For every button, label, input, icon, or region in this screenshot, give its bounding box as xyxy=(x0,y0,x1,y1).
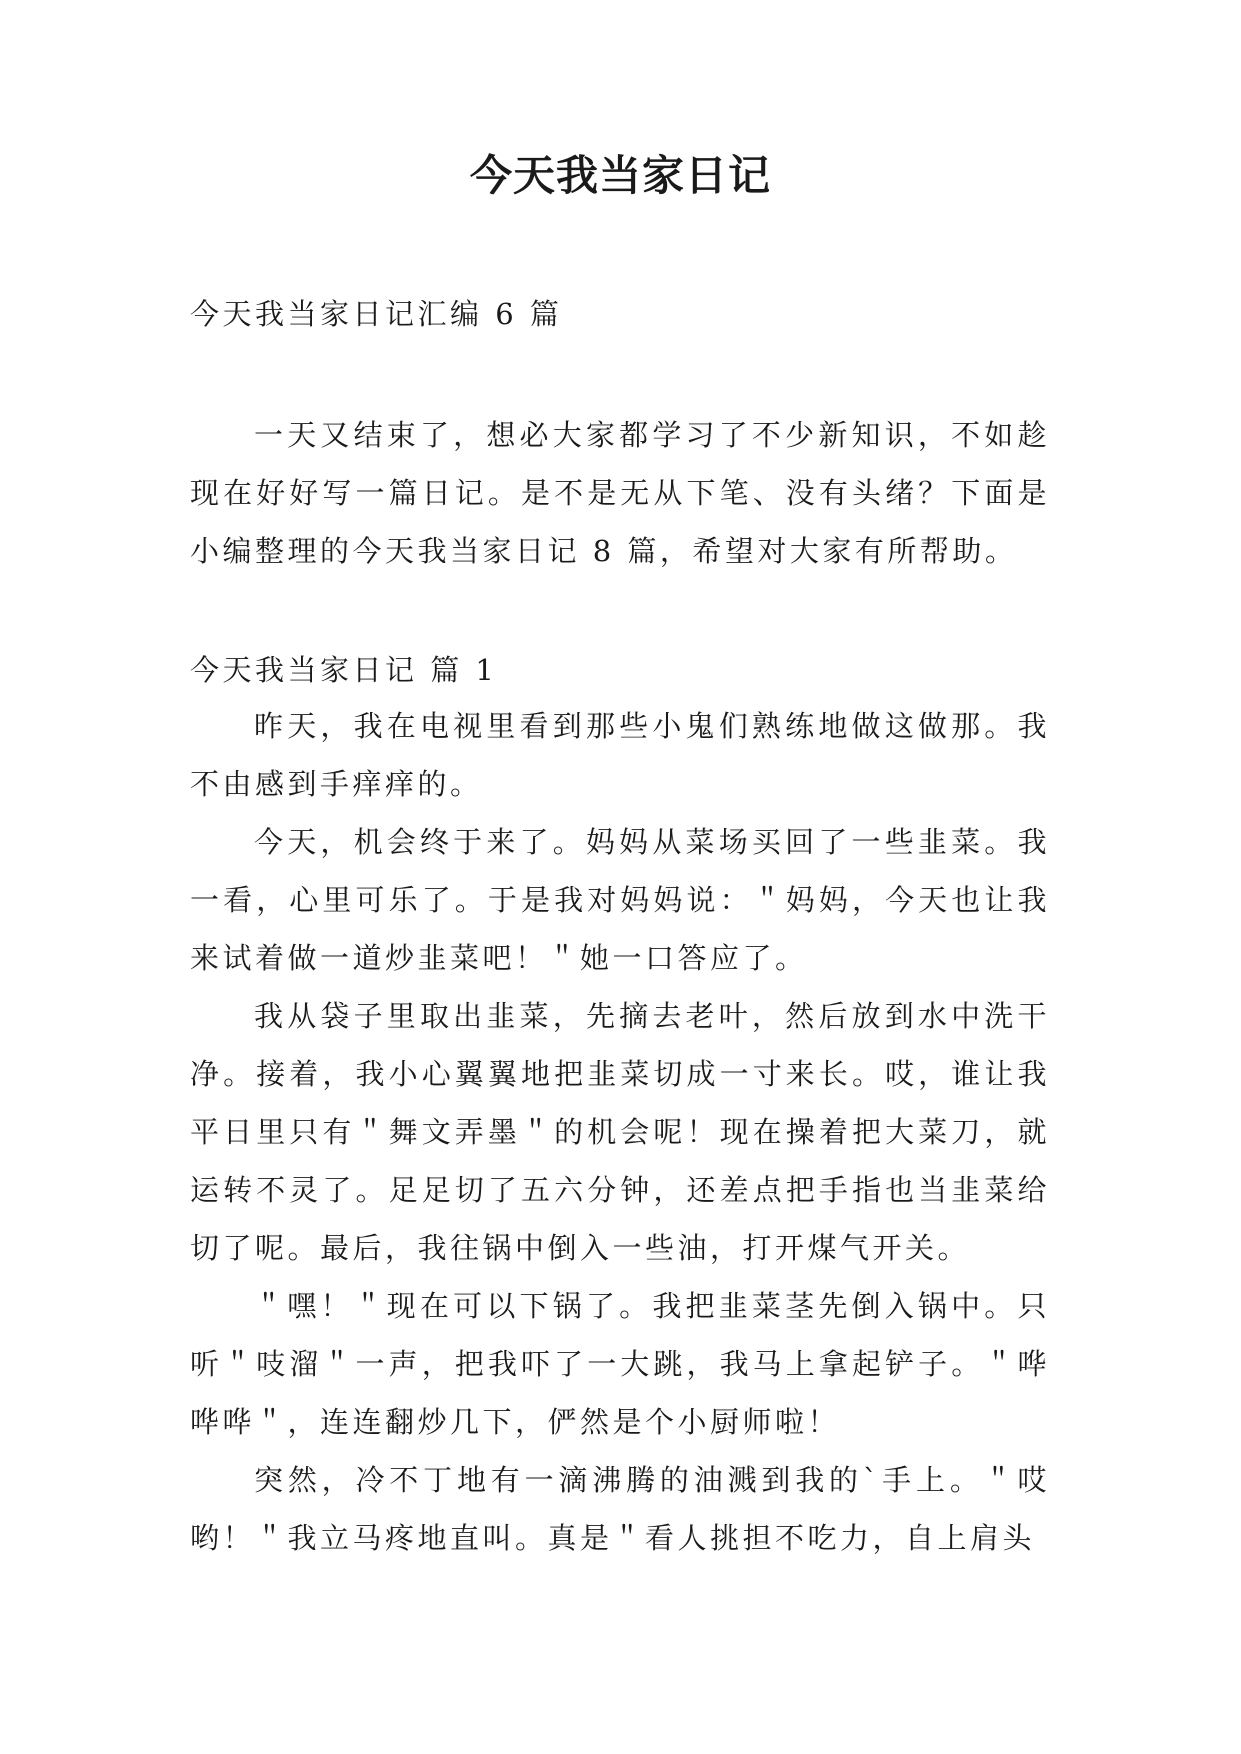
body-paragraph: 突然，冷不丁地有一滴沸腾的油溅到我的`手上。＂哎哟！＂我立马疼地直叫。真是＂看人挑担不吃力，自上肩头 xyxy=(190,1463,1050,1555)
document-title: 今天我当家日记 xyxy=(469,151,771,200)
body-paragraph: 今天，机会终于来了。妈妈从菜场买回了一些韭菜。我一看，心里可乐了。于是我对妈妈说：＂妈妈，今天也让我来试着做一道炒韭菜吧！＂她一口答应了。 xyxy=(190,825,1050,975)
body-paragraph: 昨天，我在电视里看到那些小鬼们熟练地做这做那。我不由感到手痒痒的。 xyxy=(190,709,1050,801)
body-paragraph: ＂嘿！＂现在可以下锅了。我把韭菜茎先倒入锅中。只听＂吱溜＂一声，把我吓了一大跳，我马上拿起铲子。＂哗哗哗＂，连连翻炒几下，俨然是个小厨师啦！ xyxy=(190,1289,1050,1439)
intro-paragraph: 一天又结束了，想必大家都学习了不少新知识，不如趁现在好好写一篇日记。是不是无从下笔、没有头绪？下面是小编整理的今天我当家日记 8 篇，希望对大家有所帮助。 xyxy=(190,418,1050,568)
body-paragraph: 我从袋子里取出韭菜，先摘去老叶，然后放到水中洗干净。接着，我小心翼翼地把韭菜切成一寸来长。哎，谁让我平日里只有＂舞文弄墨＂的机会呢！现在操着把大菜刀，就运转不灵了。足足切了五六分钟，还差点把手指也当韭菜给切了呢。最后，我往锅中倒入一些油，打开煤气开关。 xyxy=(190,999,1050,1265)
document-subtitle: 今天我当家日记汇编 6 篇 xyxy=(190,297,563,331)
section-body xyxy=(190,697,1050,1567)
section-heading: 今天我当家日记 篇 1 xyxy=(190,653,498,687)
